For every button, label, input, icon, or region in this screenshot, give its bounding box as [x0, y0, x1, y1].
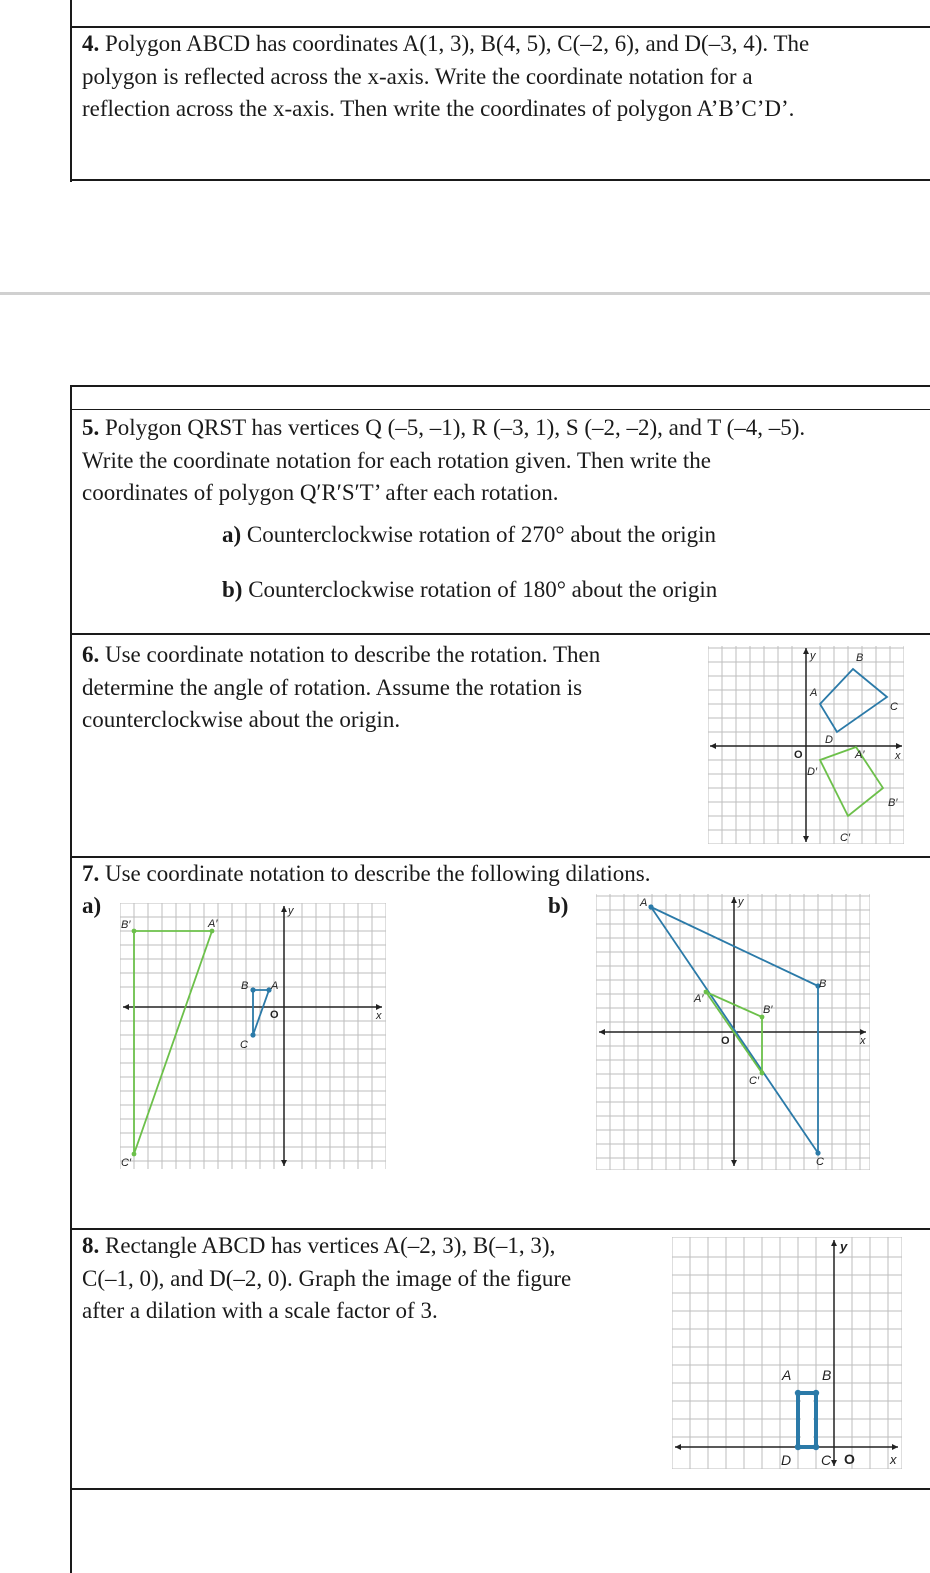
q7a-label-x: x — [376, 1010, 382, 1022]
q7a-label-y: y — [288, 905, 294, 917]
q7b-label-c: C — [816, 1156, 824, 1168]
q5-part-b-label: b) — [222, 577, 243, 602]
q7-part-a-label: a) — [82, 893, 102, 918]
q6-label-a: A — [810, 687, 818, 699]
q7a-label-c-prime: C′ — [121, 1157, 132, 1169]
q8-label-a: A — [782, 1367, 792, 1383]
q7b-label-b: B — [819, 978, 827, 990]
q4-line-1: Polygon ABCD has coordinates A(1, 3), B(4, 5), C(–2, 6), and D(–3, 4). The — [105, 31, 810, 56]
q6-line-1: Use coordinate notation to describe the rotation. Then — [105, 642, 601, 667]
q7a-label-c: C — [240, 1039, 248, 1051]
q6-number: 6. — [82, 642, 100, 667]
q6-label-x: x — [895, 750, 901, 762]
q8-grid — [672, 1237, 902, 1469]
question-4 — [82, 28, 809, 126]
q4-number: 4. — [82, 31, 100, 56]
q7-part-b-label: b) — [548, 893, 569, 918]
q7a-triangle-original — [253, 990, 269, 1035]
q5-part-a-label: a) — [222, 522, 242, 547]
page-break — [0, 292, 930, 295]
q7a-label-a-prime: A′ — [208, 918, 218, 930]
q5-box-top — [70, 385, 930, 387]
q7b-label-x: x — [860, 1035, 866, 1047]
q8-line-2: C(–1, 0), and D(–2, 0). Graph the image of the figure — [82, 1265, 572, 1291]
q8-label-d: D — [781, 1452, 792, 1468]
q7a-label-b: B — [241, 980, 249, 992]
q8-label-origin: O — [844, 1451, 855, 1467]
q6-polygon-abcd — [820, 669, 887, 732]
q8-number: 8. — [82, 1233, 100, 1258]
q7b-label-origin: O — [721, 1035, 730, 1047]
q8-rectangle-inner — [801, 1396, 813, 1444]
q6-label-d: D — [825, 734, 833, 746]
q7b-graph — [596, 894, 870, 1170]
q6-line-2: determine the angle of rotation. Assume the rotation is — [82, 674, 583, 700]
question-6 — [82, 639, 600, 737]
q8-label-y: y — [840, 1239, 848, 1254]
q7-text: Use coordinate notation to describe the following dilations. — [105, 861, 651, 886]
q5-part-a — [222, 519, 716, 552]
q7b-label-a: A — [640, 897, 648, 909]
question-5 — [82, 412, 805, 510]
q8-line-1: Rectangle ABCD has vertices A(–2, 3), B(–1, 3), — [105, 1233, 556, 1258]
q7b-label-y: y — [738, 896, 744, 908]
q7a-label-b-prime: B′ — [121, 919, 131, 931]
q7a-label-origin: O — [270, 1009, 279, 1021]
q7a-label-a: A — [271, 980, 279, 992]
q5-line-1: Polygon QRST has vertices Q (–5, –1), R (–3, 1), S (–2, –2), and T (–4, –5). — [105, 415, 806, 440]
q7a-graph — [120, 903, 386, 1169]
q6-label-b-prime: B′ — [888, 797, 898, 809]
q5-part-a-text: Counterclockwise rotation of 270° about the origin — [246, 522, 717, 547]
q6-graph — [708, 646, 904, 844]
q5-line-2: Write the coordinate notation for each rotation given. Then write the — [82, 447, 712, 473]
q6-polygon-image — [820, 747, 883, 816]
q4-line-2: polygon is reflected across the x-axis. Write the coordinate notation for a — [82, 63, 753, 89]
q6-label-c-prime: C′ — [840, 832, 851, 844]
q8-label-b: B — [822, 1367, 832, 1383]
q8-label-x: x — [890, 1452, 897, 1467]
q7a-triangle-image — [134, 931, 212, 1154]
q6-divider — [70, 633, 930, 635]
q6-label-b: B — [856, 652, 864, 664]
q8-label-c: C — [821, 1452, 832, 1468]
q5-number: 5. — [82, 415, 100, 440]
q5-box-top-inner — [70, 409, 930, 410]
q6-label-a-prime: A′ — [855, 749, 865, 761]
q6-line-3: counterclockwise about the origin. — [82, 707, 401, 732]
q7-number: 7. — [82, 861, 100, 886]
q5-line-3: coordinates of polygon Q′R′S′T’ after each rotation. — [82, 480, 559, 505]
q7b-label-c-prime: C′ — [749, 1075, 760, 1087]
q5-part-b-text: Counterclockwise rotation of 180° about the origin — [248, 577, 718, 602]
q5-part-b — [222, 574, 717, 607]
q6-label-origin: O — [794, 749, 803, 761]
worksheet-left-border — [70, 385, 72, 1573]
bottom-divider — [70, 1488, 930, 1490]
question-7 — [82, 858, 651, 891]
q8-graph — [672, 1237, 902, 1469]
q7b-label-a-prime: A′ — [694, 993, 704, 1005]
q6-label-y: y — [810, 650, 816, 662]
q6-label-d-prime: D′ — [807, 766, 818, 778]
q6-label-c: C — [890, 701, 898, 713]
q4-box-bottom — [70, 179, 930, 181]
q8-line-3: after a dilation with a scale factor of 3. — [82, 1298, 438, 1323]
q7b-label-b-prime: B′ — [763, 1004, 773, 1016]
q4-line-3: reflection across the x-axis. Then write the coordinates of polygon A’B’C’D’. — [82, 96, 795, 121]
question-8 — [82, 1230, 571, 1328]
